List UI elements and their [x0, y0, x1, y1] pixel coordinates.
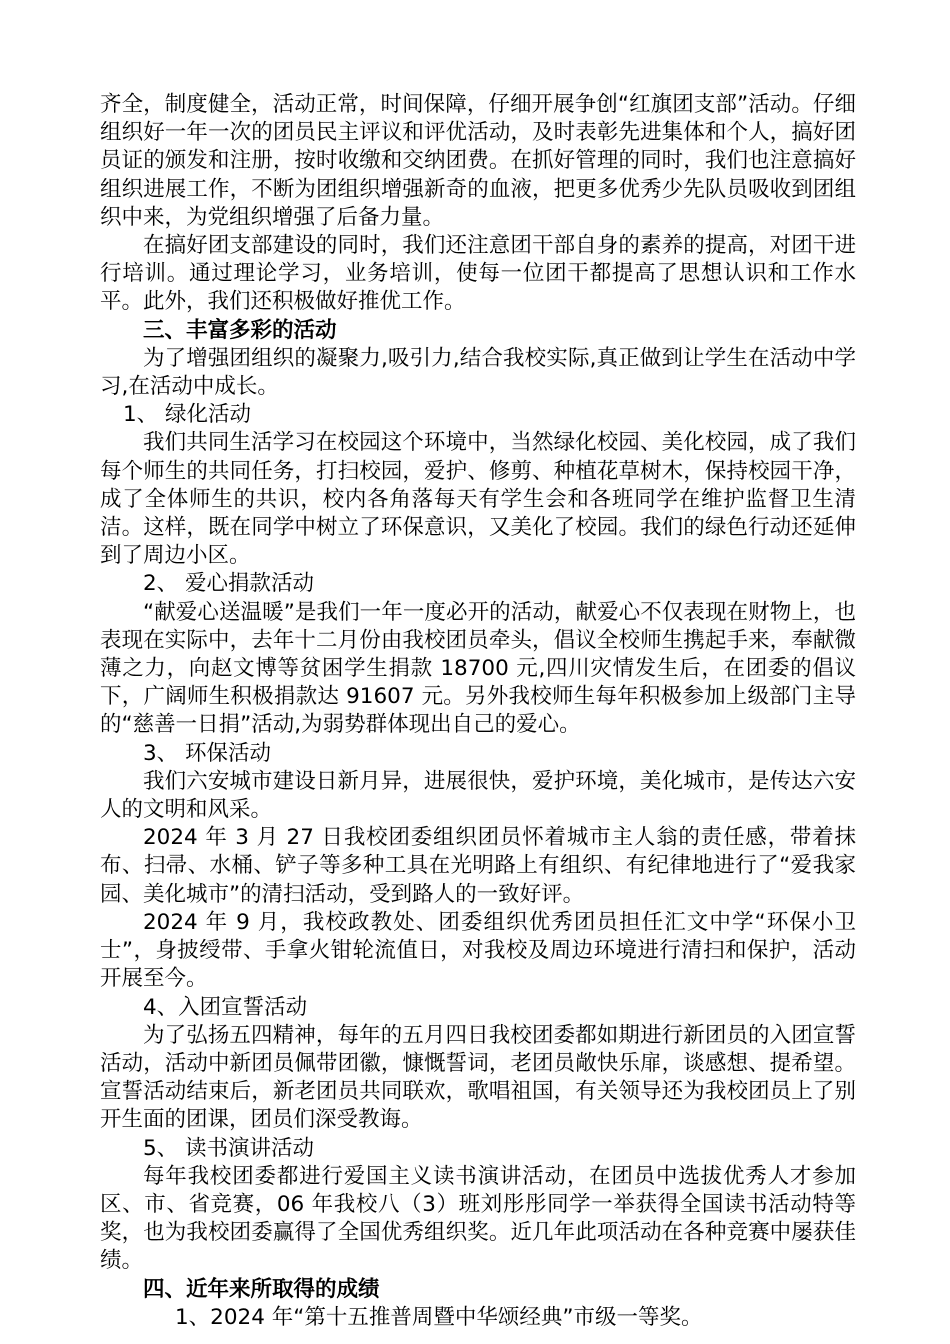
item-heading-oath: 4、入团宣誓活动 [143, 994, 308, 1020]
section-heading-achievements: 四、近年来所取得的成绩 [143, 1276, 380, 1302]
paragraph-guardians-september: 2024 年 9 月，我校政教处、团委组织优秀团员担任汇文中学“环保小卫士”，身披绶带、手拿火钳轮流值日，对我校及周边环境进行清扫和保护，活动开展至今。 [100, 909, 856, 992]
paragraph-team-branch-management: 齐全，制度健全，活动正常，时间保障，仔细开展争创“红旗团支部”活动。仔细组织好一年一次的团员民主评议和评优活动，及时表彰先进集体和个人，搞好团员证的颁发和注册，按时收缴和交纳团费。在抓好管理的同时，我们也注意搞好组织进展工作，不断为团组织增强新奇的血液，把更多优秀少先队员吸收到团组织中来，为党组织增强了后备力量。 [100, 92, 856, 230]
paragraph-reading: 每年我校团委都进行爱国主义读书演讲活动，在团员中选拔优秀人才参加区、市、省竞赛，06 年我校八（3）班刘彤彤同学一举获得全国读书活动特等奖，也为我校团委赢得了全国优秀组织奖。近几年此项活动在各种竞赛中屡获佳绩。 [100, 1163, 856, 1274]
paragraph-donation: “献爱心送温暖”是我们一年一度必开的活动，献爱心不仅表现在财物上，也表现在实际中，去年十二月份由我校团员牵头，倡议全校师生携起手来，奉献微薄之力，向赵文博等贫困学生捐款 18700 元,四川灾情发生后，在团委的倡议下，广阔师生积极捐款达 91607 元。另外我校师生每年积极参加上级部门主导的“慈善一日捐”活动,为弱势群体现出自己的爱心。 [100, 599, 856, 738]
item-heading-reading: 5、 读书演讲活动 [143, 1135, 315, 1161]
item-heading-greening: 1、 绿化活动 [123, 402, 252, 428]
paragraph-oath: 为了弘扬五四精神，每年的五月四日我校团委都如期进行新团员的入团宣誓活动，活动中新团员佩带团徽，慷慨誓词，老团员敞快乐扉，谈感想、提希望。宣誓活动结束后，新老团员共同联欢，歌唱祖国，有关领导还为我校团员上了别开生面的团课，团员们深受教诲。 [100, 1022, 856, 1133]
item-heading-environment: 3、 环保活动 [143, 740, 272, 766]
paragraph-greening: 我们共同生活学习在校园这个环境中，当然绿化校园、美化校园，成了我们每个师生的共同任务，打扫校园，爱护、修剪、种植花草树木，保持校园干净，成了全体师生的共识，校内各角落每天有学生会和各班同学在维护监督卫生清洁。这样，既在同学中树立了环保意识，又美化了校园。我们的绿色行动还延伸到了周边小区。 [100, 430, 856, 569]
paragraph-activities-intro: 为了增强团组织的凝聚力,吸引力,结合我校实际,真正做到让学生在活动中学习,在活动中成长。 [100, 345, 856, 400]
paragraph-cadre-training: 在搞好团支部建设的同时，我们还注意团干部自身的素养的提高，对团干进行培训。通过理论学习，业务培训，使每一位团干都提高了思想认识和工作水平。此外，我们还积极做好推优工作。 [100, 233, 856, 315]
document-page [100, 91, 856, 1332]
achievement-item: 1、2024 年“第十五推普周暨中华颂经典”市级一等奖。 [175, 1304, 703, 1330]
paragraph-cleaning-march: 2024 年 3 月 27 日我校团委组织团员怀着城市主人翁的责任感，带着抹布、扫帚、水桶、铲子等多种工具在光明路上有组织、有纪律地进行了“爱我家园、美化城市”的清扫活动，受到路人的一致好评。 [100, 825, 856, 907]
item-heading-donation: 2、 爱心捐款活动 [143, 571, 315, 597]
paragraph-environment-intro: 我们六安城市建设日新月异，进展很快，爱护环境，美化城市，是传达六安人的文明和风采。 [100, 768, 856, 823]
section-heading-activities: 三、丰富多彩的活动 [143, 317, 337, 343]
